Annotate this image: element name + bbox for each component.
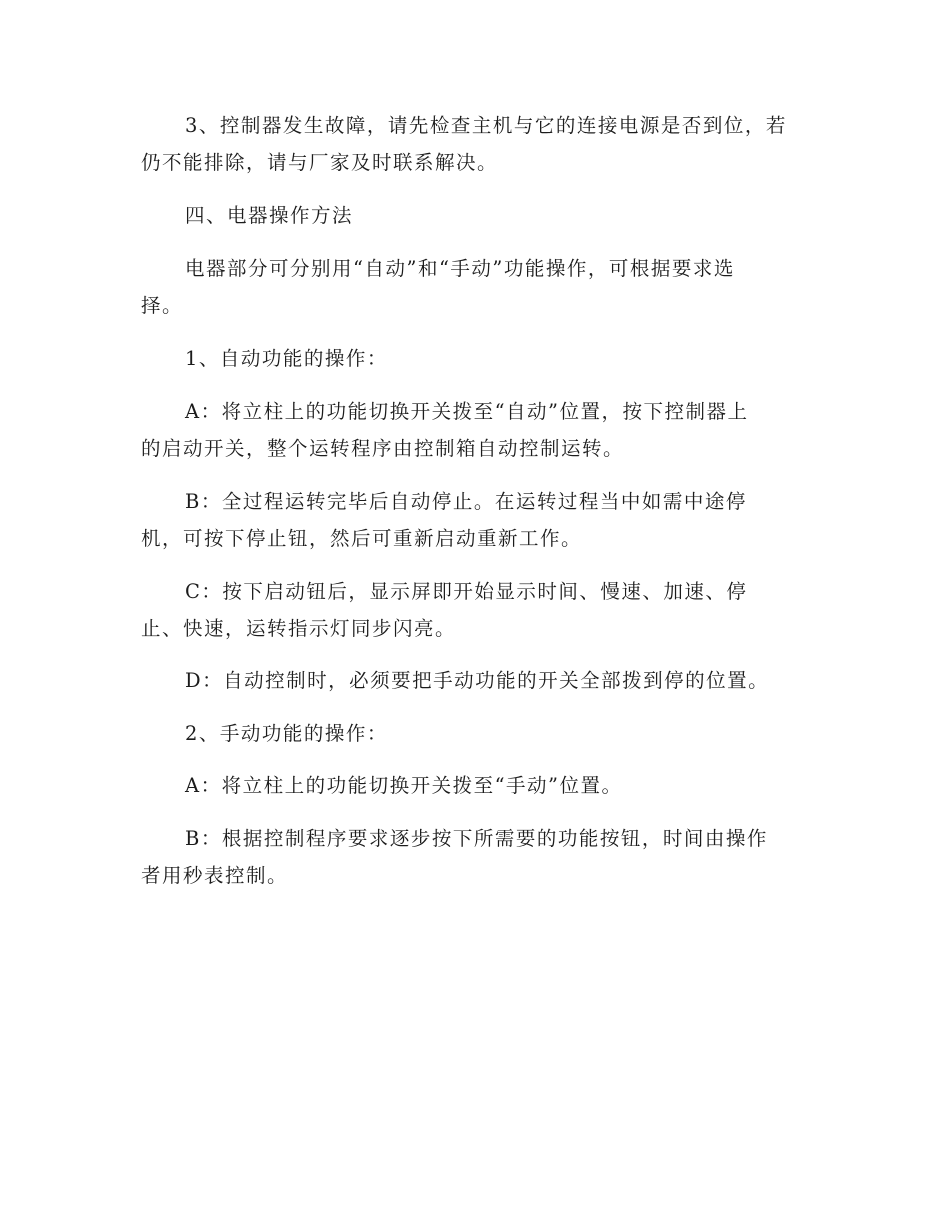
text-line: 3、控制器发生故障，请先检查主机与它的连接电源是否到位，若: [185, 114, 787, 137]
paragraph-manual-a: [141, 767, 821, 804]
paragraph-auto-d: [141, 662, 821, 699]
text-line: B：根据控制程序要求逐步按下所需要的功能按钮，时间由操作: [185, 827, 768, 850]
text-line: A：将立柱上的功能切换开关拨至“手动”位置。: [185, 774, 623, 797]
paragraph-auto-c: [141, 573, 821, 647]
paragraph-controller-fault: [141, 107, 821, 181]
text-line: C：按下启动钮后，显示屏即开始显示时间、慢速、加速、停: [185, 580, 748, 603]
text-line: 择。: [141, 294, 184, 317]
paragraph-auto-b: [141, 483, 821, 557]
text-line: 四、电器操作方法: [185, 204, 354, 227]
text-line: 的启动开关，整个运转程序由控制箱自动控制运转。: [141, 437, 625, 460]
text-line: 仍不能排除，请与厂家及时联系解决。: [141, 151, 499, 174]
text-line: 者用秒表控制。: [141, 864, 289, 887]
paragraph-manual-b: [141, 820, 821, 894]
text-line: 止、快速，运转指示灯同步闪亮。: [141, 617, 457, 640]
subheading-auto-operation: [141, 340, 821, 377]
text-line: A：将立柱上的功能切换开关拨至“自动”位置，按下控制器上: [185, 400, 749, 423]
text-line: B：全过程运转完毕后自动停止。在运转过程当中如需中途停: [185, 490, 747, 513]
text-line: D：自动控制时，必须要把手动功能的开关全部拨到停的位置。: [185, 669, 770, 692]
paragraph-auto-a: [141, 393, 821, 467]
subheading-manual-operation: [141, 715, 821, 752]
paragraph-electrical-intro: [141, 250, 821, 324]
text-line: 机，可按下停止钮，然后可重新启动重新工作。: [141, 527, 583, 550]
text-line: 2、手动功能的操作：: [185, 722, 388, 745]
text-line: 1、自动功能的操作：: [185, 347, 388, 370]
section-heading-electrical-operation: [141, 197, 821, 234]
text-line: 电器部分可分别用“自动”和“手动”功能操作，可根据要求选: [185, 257, 735, 280]
